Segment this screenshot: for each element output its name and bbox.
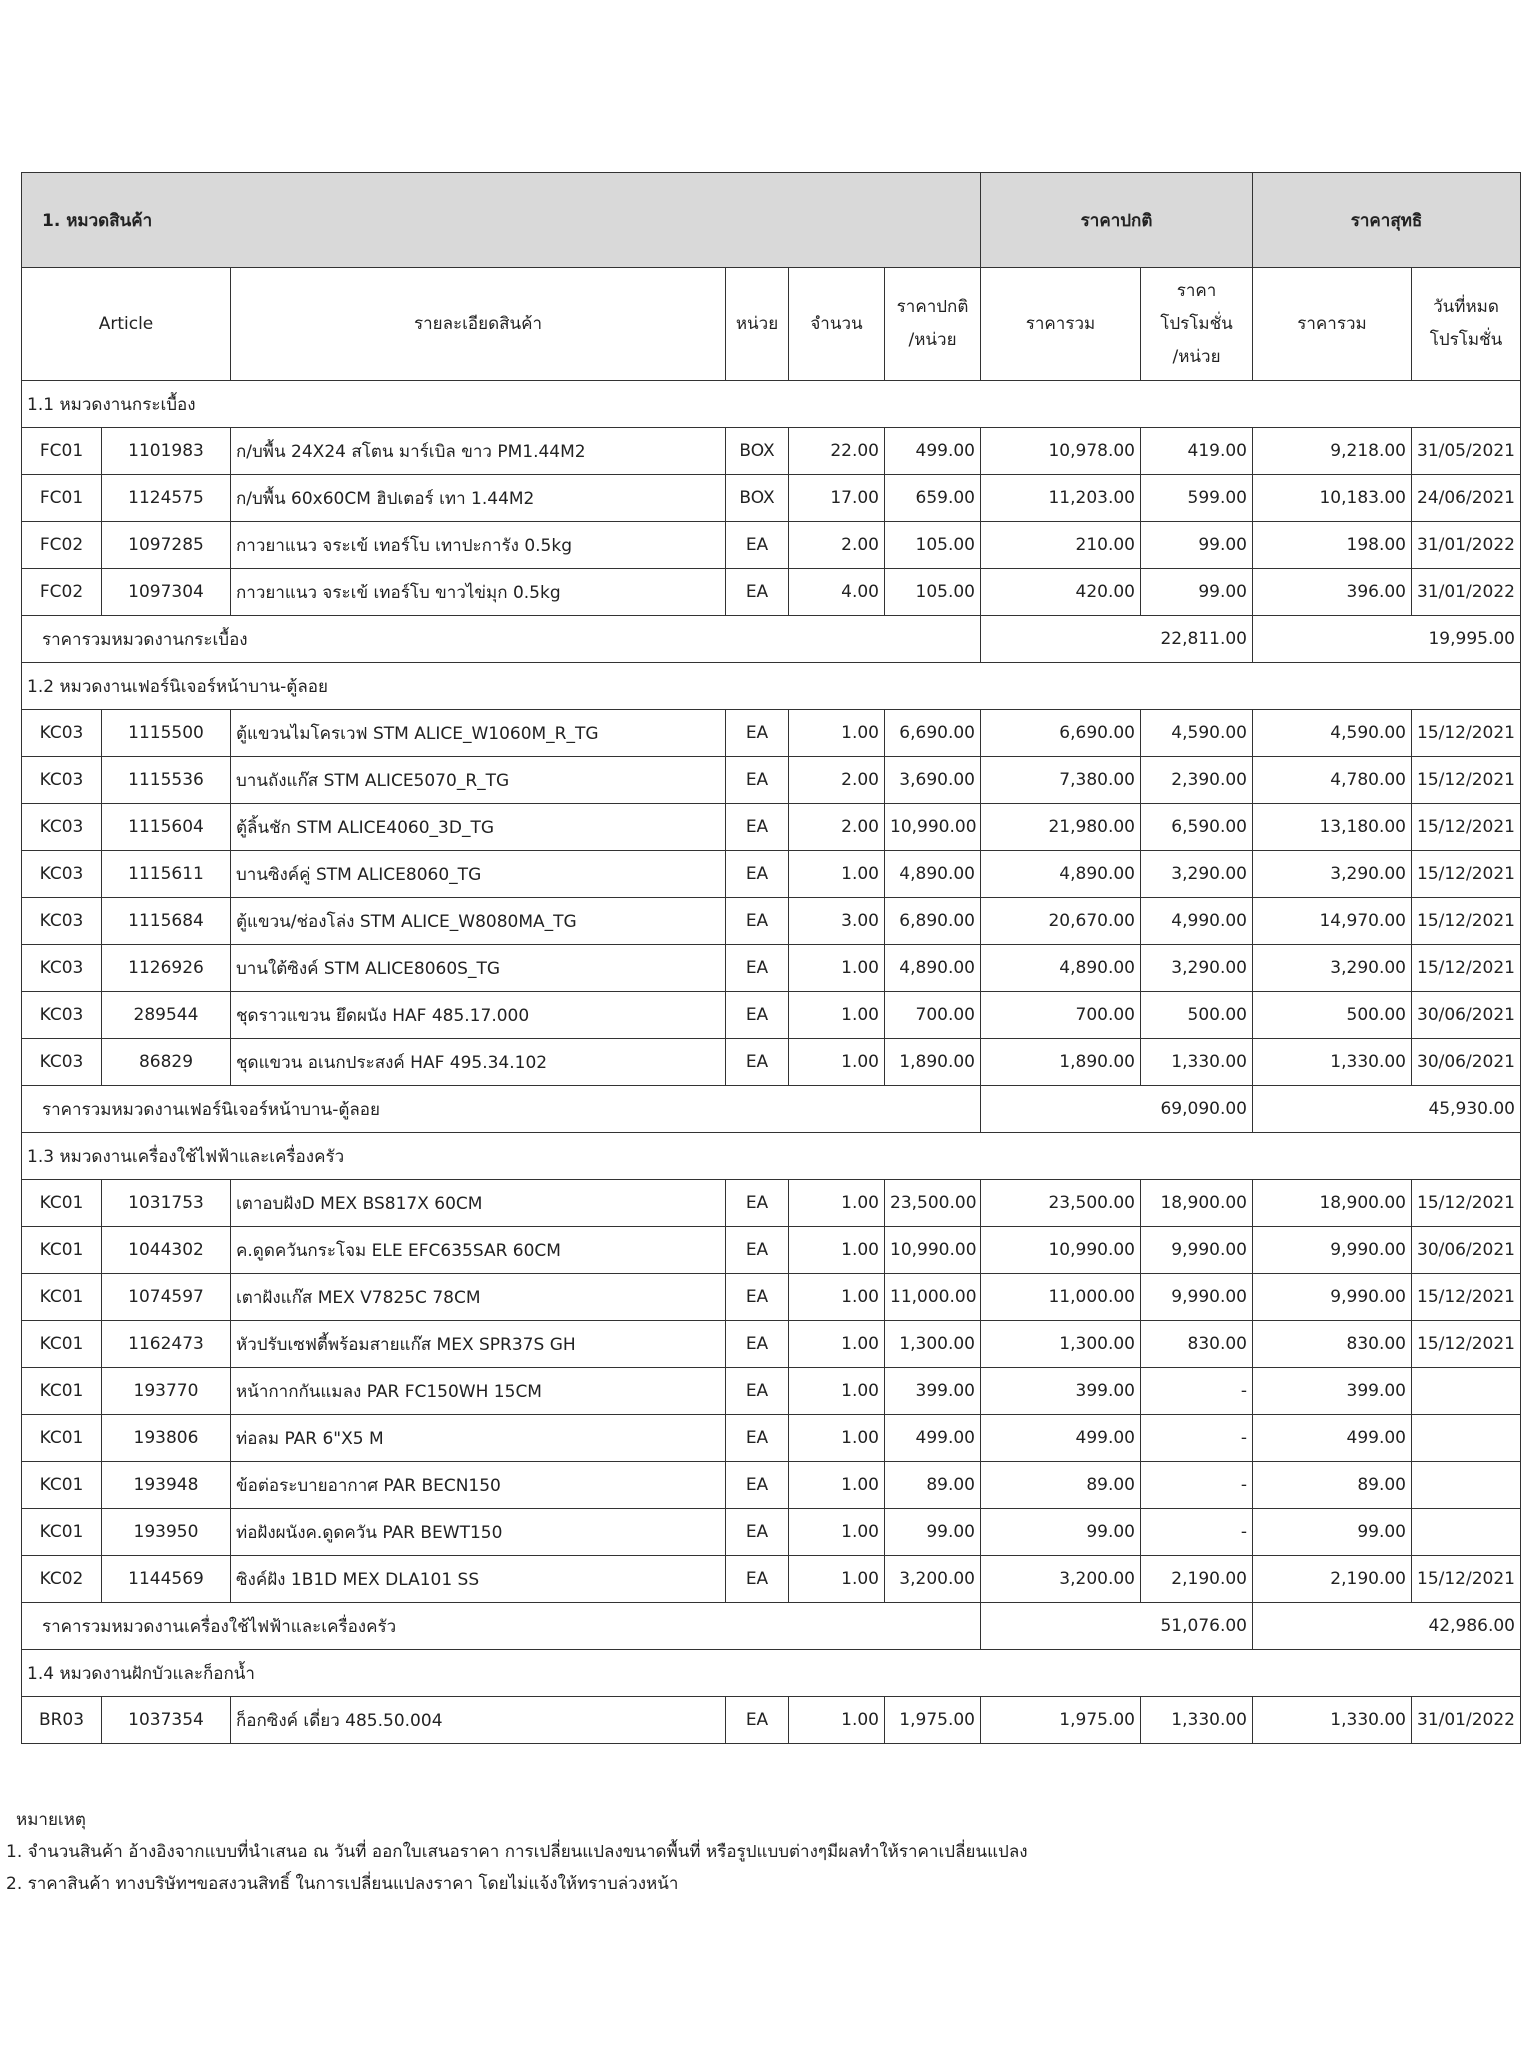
item-promo-end: 31/05/2021 — [1412, 428, 1521, 475]
item-description: เตาอบฝังD MEX BS817X 60CM — [231, 1180, 726, 1227]
table-row — [22, 1509, 1521, 1556]
item-unit-price: 10,990.00 — [885, 1227, 981, 1274]
item-code: KC03 — [22, 945, 102, 992]
item-unit: EA — [726, 522, 789, 569]
item-qty: 1.00 — [789, 945, 885, 992]
item-code: KC01 — [22, 1368, 102, 1415]
item-promo-price: 9,990.00 — [1141, 1274, 1253, 1321]
item-article: 1101983 — [102, 428, 231, 475]
item-code: KC03 — [22, 757, 102, 804]
item-article: 86829 — [102, 1039, 231, 1086]
item-description: ตู้แขวน/ช่องโล่ง STM ALICE_W8080MA_TG — [231, 898, 726, 945]
item-net-total: 9,990.00 — [1253, 1274, 1412, 1321]
item-promo-price: 4,590.00 — [1141, 710, 1253, 757]
subtotal-regular: 51,076.00 — [981, 1603, 1253, 1650]
subtotal-net: 19,995.00 — [1253, 616, 1521, 663]
item-net-total: 399.00 — [1253, 1368, 1412, 1415]
item-article: 193770 — [102, 1368, 231, 1415]
item-code: BR03 — [22, 1697, 102, 1744]
item-description: บานถังแก๊ส STM ALICE5070_R_TG — [231, 757, 726, 804]
table-row — [22, 569, 1521, 616]
item-total: 1,975.00 — [981, 1697, 1141, 1744]
item-promo-end: 15/12/2021 — [1412, 898, 1521, 945]
item-total: 420.00 — [981, 569, 1141, 616]
item-qty: 1.00 — [789, 851, 885, 898]
item-article: 1144569 — [102, 1556, 231, 1603]
price-table-container — [21, 172, 1520, 1744]
item-unit: EA — [726, 1321, 789, 1368]
item-promo-end — [1412, 1509, 1521, 1556]
section-title: 1.2 หมวดงานเฟอร์นิเจอร์หน้าบาน-ตู้ลอย — [22, 663, 1521, 710]
item-unit-price: 700.00 — [885, 992, 981, 1039]
item-total: 700.00 — [981, 992, 1141, 1039]
item-qty: 1.00 — [789, 1462, 885, 1509]
item-qty: 4.00 — [789, 569, 885, 616]
item-promo-end: 15/12/2021 — [1412, 1274, 1521, 1321]
item-promo-end — [1412, 1415, 1521, 1462]
item-article: 1126926 — [102, 945, 231, 992]
item-net-total: 13,180.00 — [1253, 804, 1412, 851]
item-unit: EA — [726, 1415, 789, 1462]
item-description: ซิงค์ฝัง 1B1D MEX DLA101 SS — [231, 1556, 726, 1603]
item-promo-price: 9,990.00 — [1141, 1227, 1253, 1274]
table-row — [22, 898, 1521, 945]
item-unit: EA — [726, 992, 789, 1039]
item-net-total: 500.00 — [1253, 992, 1412, 1039]
item-promo-end: 15/12/2021 — [1412, 1180, 1521, 1227]
item-net-total: 4,590.00 — [1253, 710, 1412, 757]
item-promo-price: 500.00 — [1141, 992, 1253, 1039]
item-promo-end: 15/12/2021 — [1412, 1321, 1521, 1368]
item-unit: BOX — [726, 475, 789, 522]
item-unit-price: 1,300.00 — [885, 1321, 981, 1368]
section-header-row — [22, 381, 1521, 428]
item-promo-end: 30/06/2021 — [1412, 1039, 1521, 1086]
group-regular-price: ราคาปกติ — [981, 173, 1253, 268]
item-code: KC02 — [22, 1556, 102, 1603]
item-unit-price: 10,990.00 — [885, 804, 981, 851]
item-total: 499.00 — [981, 1415, 1141, 1462]
col-promo-end — [1412, 268, 1521, 381]
item-description: ตู้แขวนไมโครเวฟ STM ALICE_W1060M_R_TG — [231, 710, 726, 757]
col-promo-end-line2: โปรโมชั่น — [1429, 330, 1503, 350]
table-row — [22, 522, 1521, 569]
price-table — [21, 172, 1521, 1744]
subtotal-regular: 69,090.00 — [981, 1086, 1253, 1133]
item-qty: 1.00 — [789, 1509, 885, 1556]
note-item-1: 1. จำนวนสินค้า อ้างอิงจากแบบที่นำเสนอ ณ วันที่ ออกใบเสนอราคา การเปลี่ยนแปลงขนาดพื้นที่ หรือรูปแบบต่างๆมีผลทำให้ราคาเปลี่ยนแปลง — [6, 1842, 1028, 1862]
item-net-total: 4,780.00 — [1253, 757, 1412, 804]
item-code: FC01 — [22, 475, 102, 522]
item-description: ข้อต่อระบายอากาศ PAR BECN150 — [231, 1462, 726, 1509]
item-article: 1031753 — [102, 1180, 231, 1227]
item-total: 21,980.00 — [981, 804, 1141, 851]
item-code: KC01 — [22, 1321, 102, 1368]
section-header-row — [22, 663, 1521, 710]
item-code: KC03 — [22, 851, 102, 898]
item-unit-price: 6,690.00 — [885, 710, 981, 757]
item-article: 1097285 — [102, 522, 231, 569]
item-promo-end: 24/06/2021 — [1412, 475, 1521, 522]
item-promo-price: - — [1141, 1509, 1253, 1556]
item-total: 7,380.00 — [981, 757, 1141, 804]
item-description: กาวยาแนว จระเข้ เทอร์โบ เทาปะการัง 0.5kg — [231, 522, 726, 569]
item-qty: 2.00 — [789, 804, 885, 851]
notes-title: หมายเหตุ — [16, 1810, 86, 1830]
table-body — [22, 173, 1521, 1744]
table-row — [22, 1227, 1521, 1274]
item-code: KC01 — [22, 1415, 102, 1462]
item-unit-price: 659.00 — [885, 475, 981, 522]
group-header-row — [22, 173, 1521, 268]
item-qty: 2.00 — [789, 757, 885, 804]
subtotal-net: 42,986.00 — [1253, 1603, 1521, 1650]
item-unit: EA — [726, 945, 789, 992]
subtotal-label: ราคารวมหมวดงานเครื่องใช้ไฟฟ้าและเครื่องครัว — [22, 1603, 981, 1650]
item-code: KC01 — [22, 1180, 102, 1227]
item-description: หน้ากากกันแมลง PAR FC150WH 15CM — [231, 1368, 726, 1415]
item-promo-price: 99.00 — [1141, 522, 1253, 569]
item-total: 3,200.00 — [981, 1556, 1141, 1603]
note-item-2: 2. ราคาสินค้า ทางบริษัทฯขอสงวนสิทธิ์ ในการเปลี่ยนแปลงราคา โดยไม่แจ้งให้ทราบล่วงหน้า — [6, 1874, 679, 1894]
item-net-total: 2,190.00 — [1253, 1556, 1412, 1603]
item-code: KC03 — [22, 804, 102, 851]
item-total: 23,500.00 — [981, 1180, 1141, 1227]
item-total: 99.00 — [981, 1509, 1141, 1556]
item-article: 1162473 — [102, 1321, 231, 1368]
item-unit: EA — [726, 1556, 789, 1603]
item-unit: BOX — [726, 428, 789, 475]
item-net-total: 3,290.00 — [1253, 945, 1412, 992]
item-promo-end — [1412, 1462, 1521, 1509]
item-article: 1115684 — [102, 898, 231, 945]
item-total: 210.00 — [981, 522, 1141, 569]
table-row — [22, 428, 1521, 475]
item-qty: 1.00 — [789, 1180, 885, 1227]
item-qty: 1.00 — [789, 1697, 885, 1744]
item-promo-end: 15/12/2021 — [1412, 710, 1521, 757]
item-promo-end: 31/01/2022 — [1412, 522, 1521, 569]
item-unit: EA — [726, 1697, 789, 1744]
item-net-total: 1,330.00 — [1253, 1697, 1412, 1744]
item-unit-price: 89.00 — [885, 1462, 981, 1509]
item-unit: EA — [726, 1039, 789, 1086]
item-unit-price: 1,975.00 — [885, 1697, 981, 1744]
section-title: 1.3 หมวดงานเครื่องใช้ไฟฟ้าและเครื่องครัว — [22, 1133, 1521, 1180]
item-unit: EA — [726, 569, 789, 616]
col-unit-price-line2: /หน่วย — [908, 330, 957, 350]
col-qty: จำนวน — [789, 268, 885, 381]
item-unit: EA — [726, 1227, 789, 1274]
item-total: 89.00 — [981, 1462, 1141, 1509]
table-row — [22, 1697, 1521, 1744]
item-total: 20,670.00 — [981, 898, 1141, 945]
section-header-row — [22, 1650, 1521, 1697]
item-unit-price: 3,690.00 — [885, 757, 981, 804]
item-unit-price: 6,890.00 — [885, 898, 981, 945]
item-qty: 1.00 — [789, 1321, 885, 1368]
item-code: KC03 — [22, 898, 102, 945]
item-qty: 1.00 — [789, 1274, 885, 1321]
item-net-total: 9,990.00 — [1253, 1227, 1412, 1274]
item-description: ค.ดูดควันกระโจม ELE EFC635SAR 60CM — [231, 1227, 726, 1274]
item-description: ชุดแขวน อเนกประสงค์ HAF 495.34.102 — [231, 1039, 726, 1086]
item-promo-price: 18,900.00 — [1141, 1180, 1253, 1227]
subtotal-row — [22, 1603, 1521, 1650]
item-code: KC01 — [22, 1509, 102, 1556]
item-description: ชุดราวแขวน ยึดผนัง HAF 485.17.000 — [231, 992, 726, 1039]
col-promo-line1: ราคา — [1176, 280, 1217, 301]
item-description: ท่อลม PAR 6"X5 M — [231, 1415, 726, 1462]
item-unit: EA — [726, 804, 789, 851]
subtotal-label: ราคารวมหมวดงานเฟอร์นิเจอร์หน้าบาน-ตู้ลอย — [22, 1086, 981, 1133]
item-qty: 1.00 — [789, 1415, 885, 1462]
item-promo-end: 31/01/2022 — [1412, 1697, 1521, 1744]
item-description: ก/บพื้น 24X24 สโตน มาร์เบิล ขาว PM1.44M2 — [231, 428, 726, 475]
item-promo-end: 15/12/2021 — [1412, 851, 1521, 898]
item-unit: EA — [726, 851, 789, 898]
table-row — [22, 475, 1521, 522]
table-row — [22, 1556, 1521, 1603]
item-article: 1124575 — [102, 475, 231, 522]
item-unit-price: 23,500.00 — [885, 1180, 981, 1227]
col-article: Article — [22, 268, 231, 381]
item-code: KC01 — [22, 1462, 102, 1509]
item-qty: 1.00 — [789, 1039, 885, 1086]
item-unit-price: 1,890.00 — [885, 1039, 981, 1086]
item-total: 4,890.00 — [981, 945, 1141, 992]
subtotal-row — [22, 616, 1521, 663]
item-unit-price: 99.00 — [885, 1509, 981, 1556]
subtotal-net: 45,930.00 — [1253, 1086, 1521, 1133]
item-promo-price: - — [1141, 1415, 1253, 1462]
table-row — [22, 1274, 1521, 1321]
item-description: หัวปรับเซฟตี้พร้อมสายแก๊ส MEX SPR37S GH — [231, 1321, 726, 1368]
notes — [6, 1804, 1028, 1900]
item-promo-price: 2,390.00 — [1141, 757, 1253, 804]
col-unit: หน่วย — [726, 268, 789, 381]
item-promo-price: 4,990.00 — [1141, 898, 1253, 945]
item-net-total: 99.00 — [1253, 1509, 1412, 1556]
item-unit: EA — [726, 1509, 789, 1556]
item-unit-price: 399.00 — [885, 1368, 981, 1415]
item-total: 6,690.00 — [981, 710, 1141, 757]
item-total: 1,890.00 — [981, 1039, 1141, 1086]
item-total: 11,203.00 — [981, 475, 1141, 522]
item-net-total: 14,970.00 — [1253, 898, 1412, 945]
item-code: KC03 — [22, 710, 102, 757]
item-unit-price: 499.00 — [885, 1415, 981, 1462]
item-article: 1074597 — [102, 1274, 231, 1321]
item-total: 11,000.00 — [981, 1274, 1141, 1321]
table-row — [22, 1321, 1521, 1368]
item-promo-end: 15/12/2021 — [1412, 945, 1521, 992]
item-code: FC02 — [22, 569, 102, 616]
item-unit-price: 105.00 — [885, 522, 981, 569]
item-net-total: 18,900.00 — [1253, 1180, 1412, 1227]
item-unit: EA — [726, 710, 789, 757]
item-net-total: 830.00 — [1253, 1321, 1412, 1368]
table-row — [22, 1462, 1521, 1509]
item-description: เตาฝังแก๊ส MEX V7825C 78CM — [231, 1274, 726, 1321]
item-promo-price: 2,190.00 — [1141, 1556, 1253, 1603]
item-code: KC03 — [22, 1039, 102, 1086]
item-qty: 22.00 — [789, 428, 885, 475]
item-qty: 1.00 — [789, 1556, 885, 1603]
item-article: 1097304 — [102, 569, 231, 616]
item-net-total: 396.00 — [1253, 569, 1412, 616]
item-description: กาวยาแนว จระเข้ เทอร์โบ ขาวไข่มุก 0.5kg — [231, 569, 726, 616]
item-promo-price: 599.00 — [1141, 475, 1253, 522]
item-unit: EA — [726, 898, 789, 945]
section-title: 1.1 หมวดงานกระเบื้อง — [22, 381, 1521, 428]
item-total: 10,978.00 — [981, 428, 1141, 475]
item-unit-price: 3,200.00 — [885, 1556, 981, 1603]
item-unit-price: 499.00 — [885, 428, 981, 475]
item-promo-end — [1412, 1368, 1521, 1415]
item-description: บานซิงค์คู่ STM ALICE8060_TG — [231, 851, 726, 898]
item-promo-end: 15/12/2021 — [1412, 757, 1521, 804]
table-row — [22, 804, 1521, 851]
item-description: ท่อฝังผนังค.ดูดควัน PAR BEWT150 — [231, 1509, 726, 1556]
column-header-row — [22, 268, 1521, 381]
item-promo-end: 31/01/2022 — [1412, 569, 1521, 616]
subtotal-label: ราคารวมหมวดงานกระเบื้อง — [22, 616, 981, 663]
item-unit-price: 11,000.00 — [885, 1274, 981, 1321]
item-promo-price: 1,330.00 — [1141, 1039, 1253, 1086]
item-promo-price: 3,290.00 — [1141, 945, 1253, 992]
col-unit-price — [885, 268, 981, 381]
item-unit: EA — [726, 1368, 789, 1415]
item-net-total: 3,290.00 — [1253, 851, 1412, 898]
item-qty: 2.00 — [789, 522, 885, 569]
item-total: 1,300.00 — [981, 1321, 1141, 1368]
item-article: 1037354 — [102, 1697, 231, 1744]
item-code: FC02 — [22, 522, 102, 569]
item-unit: EA — [726, 757, 789, 804]
item-unit-price: 105.00 — [885, 569, 981, 616]
item-article: 1115536 — [102, 757, 231, 804]
item-qty: 17.00 — [789, 475, 885, 522]
col-total: ราคารวม — [981, 268, 1141, 381]
table-row — [22, 757, 1521, 804]
table-row — [22, 992, 1521, 1039]
item-article: 289544 — [102, 992, 231, 1039]
item-code: KC01 — [22, 1227, 102, 1274]
item-net-total: 10,183.00 — [1253, 475, 1412, 522]
item-total: 4,890.00 — [981, 851, 1141, 898]
item-code: KC01 — [22, 1274, 102, 1321]
item-description: บานใต้ซิงค์ STM ALICE8060S_TG — [231, 945, 726, 992]
table-row — [22, 1368, 1521, 1415]
col-promo-price — [1141, 268, 1253, 381]
item-promo-price: 830.00 — [1141, 1321, 1253, 1368]
col-promo-line2: โปรโมชั่น — [1160, 313, 1233, 334]
item-net-total: 89.00 — [1253, 1462, 1412, 1509]
item-code: KC03 — [22, 992, 102, 1039]
col-net-total: ราคารวม — [1253, 268, 1412, 381]
item-promo-price: - — [1141, 1368, 1253, 1415]
item-description: ก็อกซิงค์ เดี่ยว 485.50.004 — [231, 1697, 726, 1744]
item-description: ตู้ลิ้นชัก STM ALICE4060_3D_TG — [231, 804, 726, 851]
item-qty: 1.00 — [789, 710, 885, 757]
item-net-total: 499.00 — [1253, 1415, 1412, 1462]
item-qty: 1.00 — [789, 992, 885, 1039]
item-qty: 1.00 — [789, 1368, 885, 1415]
item-promo-price: 1,330.00 — [1141, 1697, 1253, 1744]
item-promo-price: 3,290.00 — [1141, 851, 1253, 898]
item-article: 193950 — [102, 1509, 231, 1556]
item-promo-end: 15/12/2021 — [1412, 804, 1521, 851]
item-qty: 1.00 — [789, 1227, 885, 1274]
item-article: 1115604 — [102, 804, 231, 851]
table-row — [22, 1415, 1521, 1462]
section-title: 1.4 หมวดงานฝักบัวและก็อกน้ำ — [22, 1650, 1521, 1697]
item-unit: EA — [726, 1180, 789, 1227]
item-net-total: 9,218.00 — [1253, 428, 1412, 475]
item-net-total: 198.00 — [1253, 522, 1412, 569]
section-header-row — [22, 1133, 1521, 1180]
table-row — [22, 851, 1521, 898]
group-net-price: ราคาสุทธิ — [1253, 173, 1521, 268]
category-title: 1. หมวดสินค้า — [22, 173, 981, 268]
item-description: ก/บพื้น 60x60CM ฮิปเตอร์ เทา 1.44M2 — [231, 475, 726, 522]
item-unit: EA — [726, 1274, 789, 1321]
item-net-total: 1,330.00 — [1253, 1039, 1412, 1086]
item-unit-price: 4,890.00 — [885, 945, 981, 992]
item-article: 1044302 — [102, 1227, 231, 1274]
item-promo-price: 99.00 — [1141, 569, 1253, 616]
item-promo-end: 30/06/2021 — [1412, 1227, 1521, 1274]
subtotal-regular: 22,811.00 — [981, 616, 1253, 663]
item-promo-end: 15/12/2021 — [1412, 1556, 1521, 1603]
item-total: 399.00 — [981, 1368, 1141, 1415]
table-row — [22, 945, 1521, 992]
col-promo-line3: /หน่วย — [1172, 346, 1221, 367]
table-row — [22, 710, 1521, 757]
item-promo-end: 30/06/2021 — [1412, 992, 1521, 1039]
col-promo-end-line1: วันที่หมด — [1433, 297, 1499, 317]
item-article: 193806 — [102, 1415, 231, 1462]
col-description: รายละเอียดสินค้า — [231, 268, 726, 381]
item-article: 193948 — [102, 1462, 231, 1509]
item-total: 10,990.00 — [981, 1227, 1141, 1274]
item-unit-price: 4,890.00 — [885, 851, 981, 898]
item-qty: 3.00 — [789, 898, 885, 945]
item-promo-price: 6,590.00 — [1141, 804, 1253, 851]
item-article: 1115611 — [102, 851, 231, 898]
col-unit-price-line1: ราคาปกติ — [896, 297, 969, 317]
subtotal-row — [22, 1086, 1521, 1133]
table-row — [22, 1180, 1521, 1227]
item-unit: EA — [726, 1462, 789, 1509]
item-article: 1115500 — [102, 710, 231, 757]
table-row — [22, 1039, 1521, 1086]
item-code: FC01 — [22, 428, 102, 475]
item-promo-price: 419.00 — [1141, 428, 1253, 475]
item-promo-price: - — [1141, 1462, 1253, 1509]
